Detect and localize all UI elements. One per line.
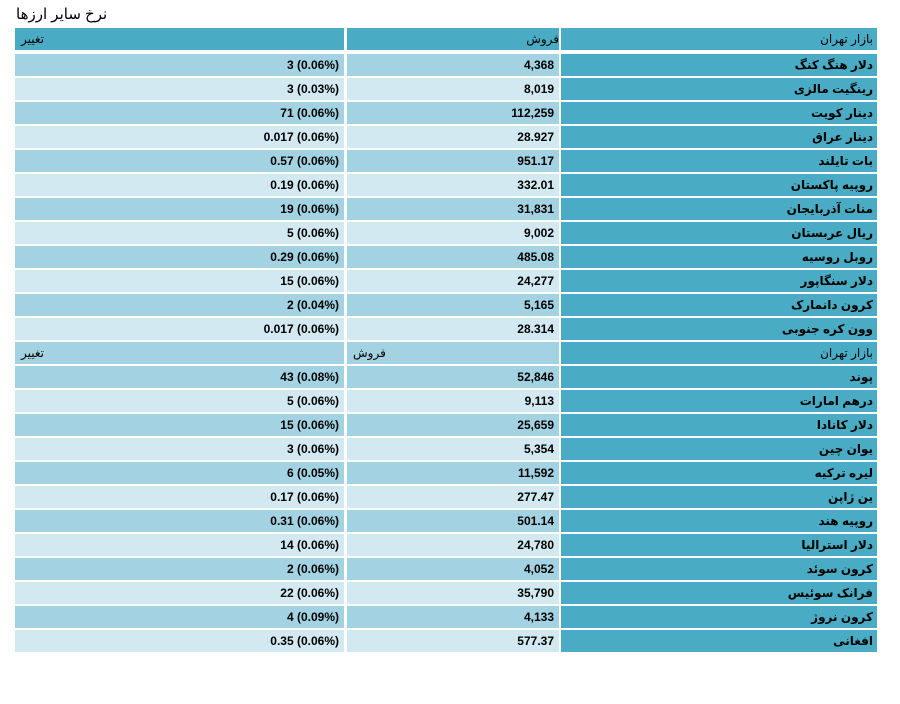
change-cell: 0.017 (0.06%) <box>15 126 344 148</box>
currency-name-cell: دلار هنگ کنگ <box>561 54 877 76</box>
change-cell: 5 (0.06%) <box>15 222 344 244</box>
change-cell: 0.017 (0.06%) <box>15 318 344 340</box>
change-cell: 15 (0.06%) <box>15 414 344 436</box>
sell-cell: 11,592 <box>347 462 559 484</box>
change-cell: 6 (0.05%) <box>15 462 344 484</box>
currency-name-cell: ریال عربستان <box>561 222 877 244</box>
currency-name-cell: بات تایلند <box>561 150 877 172</box>
table-row <box>15 270 877 292</box>
change-cell: 0.29 (0.06%) <box>15 246 344 268</box>
sell-cell: 577.37 <box>347 630 559 652</box>
header-market: بازار تهران <box>561 342 877 364</box>
table-row <box>15 630 877 652</box>
currency-name-cell: کرون نروژ <box>561 606 877 628</box>
table-row <box>15 582 877 604</box>
sell-cell: 332.01 <box>347 174 559 196</box>
currency-name-cell: درهم امارات <box>561 390 877 412</box>
sell-cell: 52,846 <box>347 366 559 388</box>
currency-table <box>15 28 877 654</box>
sell-cell: 5,165 <box>347 294 559 316</box>
change-cell: 0.57 (0.06%) <box>15 150 344 172</box>
table-row <box>15 606 877 628</box>
currency-name-cell: پوند <box>561 366 877 388</box>
sell-cell: 4,133 <box>347 606 559 628</box>
currency-name-cell: منات آذربایجان <box>561 198 877 220</box>
currency-name-cell: روبل روسیه <box>561 246 877 268</box>
sell-cell: 501.14 <box>347 510 559 532</box>
currency-name-cell: روپیه هند <box>561 510 877 532</box>
sell-cell: 4,368 <box>347 54 559 76</box>
sell-cell: 277.47 <box>347 486 559 508</box>
change-cell: 3 (0.06%) <box>15 54 344 76</box>
table-row <box>15 102 877 124</box>
sell-cell: 8,019 <box>347 78 559 100</box>
sell-cell: 35,790 <box>347 582 559 604</box>
table-row <box>15 558 877 580</box>
group-1-rows <box>15 54 877 340</box>
table-row <box>15 246 877 268</box>
sell-cell: 28.314 <box>347 318 559 340</box>
table-header <box>15 28 877 50</box>
page-title: نرخ سایر ارزها <box>16 6 108 23</box>
sell-cell: 31,831 <box>347 198 559 220</box>
table-row <box>15 198 877 220</box>
currency-name-cell: رینگیت مالزی <box>561 78 877 100</box>
change-cell: 3 (0.06%) <box>15 438 344 460</box>
table-row <box>15 222 877 244</box>
sell-cell: 25,659 <box>347 414 559 436</box>
change-cell: 2 (0.06%) <box>15 558 344 580</box>
currency-name-cell: دلار سنگاپور <box>561 270 877 292</box>
change-cell: 19 (0.06%) <box>15 198 344 220</box>
table-row <box>15 390 877 412</box>
table-row <box>15 150 877 172</box>
table-row <box>15 510 877 532</box>
table-row <box>15 534 877 556</box>
table-row <box>15 54 877 76</box>
change-cell: 0.31 (0.06%) <box>15 510 344 532</box>
sell-cell: 24,780 <box>347 534 559 556</box>
currency-name-cell: فرانک سوئیس <box>561 582 877 604</box>
change-cell: 71 (0.06%) <box>15 102 344 124</box>
currency-name-cell: دلار کانادا <box>561 414 877 436</box>
change-cell: 22 (0.06%) <box>15 582 344 604</box>
header-sell: فروش <box>347 28 559 50</box>
sell-cell: 28.927 <box>347 126 559 148</box>
currency-name-cell: افغانی <box>561 630 877 652</box>
change-cell: 43 (0.08%) <box>15 366 344 388</box>
table-subheader <box>15 342 877 364</box>
table-row <box>15 462 877 484</box>
header-market: بازار تهران <box>561 28 877 50</box>
header-change: تغییر <box>15 28 344 50</box>
currency-name-cell: وون کره جنوبی <box>561 318 877 340</box>
table-row <box>15 414 877 436</box>
currency-name-cell: دینار کویت <box>561 102 877 124</box>
currency-name-cell: دینار عراق <box>561 126 877 148</box>
table-row <box>15 78 877 100</box>
sell-cell: 5,354 <box>347 438 559 460</box>
change-cell: 4 (0.09%) <box>15 606 344 628</box>
sell-cell: 951.17 <box>347 150 559 172</box>
change-cell: 2 (0.04%) <box>15 294 344 316</box>
change-cell: 0.35 (0.06%) <box>15 630 344 652</box>
table-row <box>15 294 877 316</box>
currency-name-cell: یوان چین <box>561 438 877 460</box>
currency-name-cell: کرون سوئد <box>561 558 877 580</box>
currency-name-cell: کرون دانمارک <box>561 294 877 316</box>
change-cell: 15 (0.06%) <box>15 270 344 292</box>
change-cell: 14 (0.06%) <box>15 534 344 556</box>
currency-name-cell: لیره ترکیه <box>561 462 877 484</box>
header-change: تغییر <box>15 342 344 364</box>
table-row <box>15 366 877 388</box>
sell-cell: 24,277 <box>347 270 559 292</box>
group-2-rows <box>15 366 877 652</box>
sell-cell: 4,052 <box>347 558 559 580</box>
currency-name-cell: ین ژاپن <box>561 486 877 508</box>
currency-name-cell: روپیه پاکستان <box>561 174 877 196</box>
sell-cell: 9,113 <box>347 390 559 412</box>
change-cell: 0.19 (0.06%) <box>15 174 344 196</box>
sell-cell: 112,259 <box>347 102 559 124</box>
table-row <box>15 174 877 196</box>
table-row <box>15 486 877 508</box>
sell-cell: 485.08 <box>347 246 559 268</box>
currency-name-cell: دلار استرالیا <box>561 534 877 556</box>
table-row <box>15 318 877 340</box>
sell-cell: 9,002 <box>347 222 559 244</box>
change-cell: 5 (0.06%) <box>15 390 344 412</box>
table-row <box>15 126 877 148</box>
table-row <box>15 438 877 460</box>
change-cell: 0.17 (0.06%) <box>15 486 344 508</box>
header-sell: فروش <box>347 342 559 364</box>
change-cell: 3 (0.03%) <box>15 78 344 100</box>
